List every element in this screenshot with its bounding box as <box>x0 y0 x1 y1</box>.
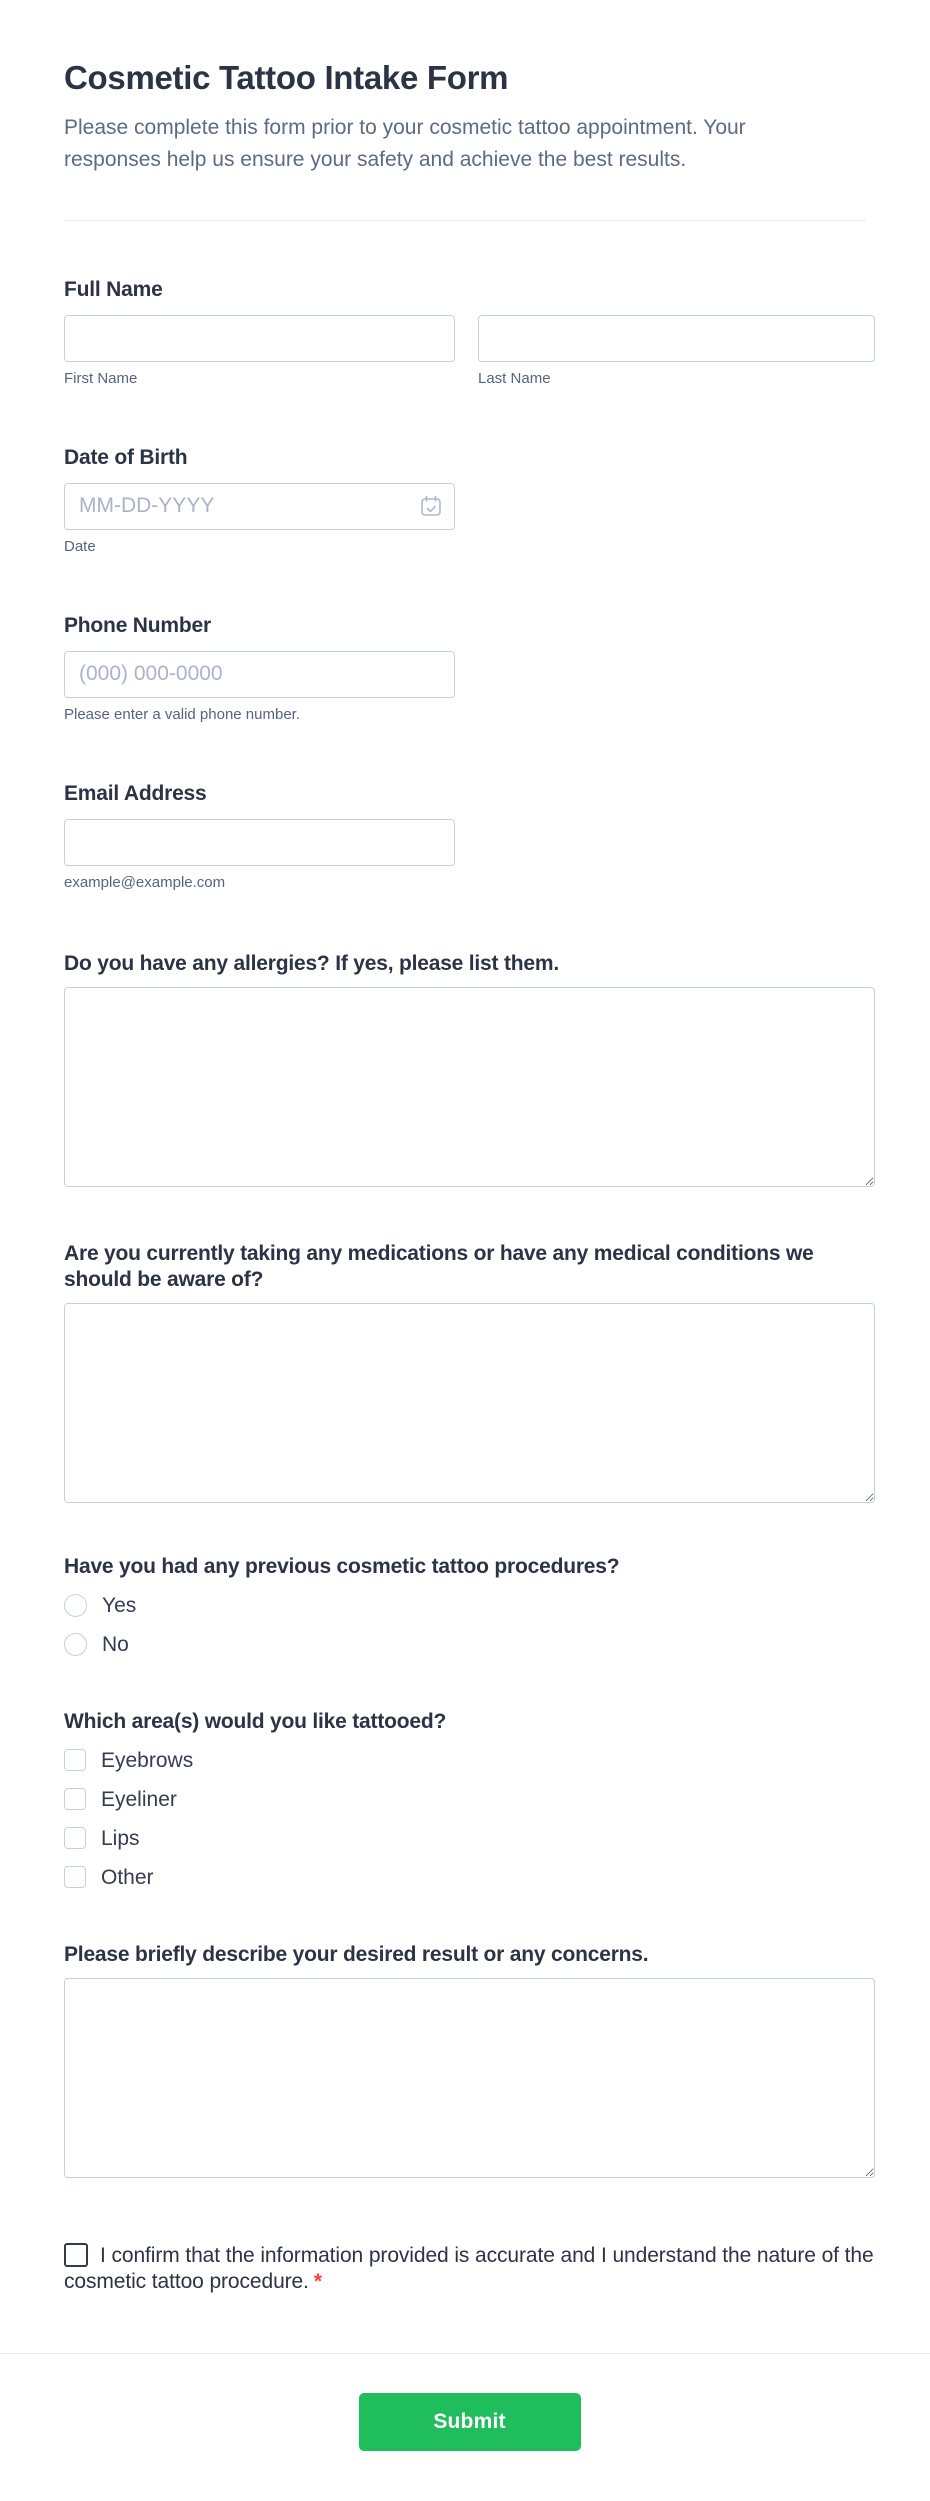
field-full-name <box>64 277 875 388</box>
field-phone <box>64 613 875 724</box>
confirmation-option[interactable] <box>64 2243 875 2295</box>
radio-yes-label: Yes <box>102 1593 137 1617</box>
previous-procedures-options <box>64 1594 875 1656</box>
footer-divider <box>0 2353 930 2354</box>
field-medications <box>64 1241 875 1503</box>
email-sublabel: example@example.com <box>64 873 226 891</box>
submit-row <box>64 2393 875 2501</box>
form-subtitle: Please complete this form prior to your cosmetic tattoo appointment. Your responses help us ensure your safety and achieve the best results. <box>64 115 746 171</box>
areas-options <box>64 1749 875 1889</box>
checkbox-lips[interactable] <box>64 1827 86 1849</box>
checkbox-eyebrows-label: Eyebrows <box>101 1748 194 1772</box>
medications-textarea[interactable] <box>64 1303 875 1503</box>
checkbox-option-eyebrows[interactable] <box>64 1749 193 1772</box>
checkbox-eyeliner-label: Eyeliner <box>101 1787 177 1811</box>
form-header <box>0 0 930 221</box>
checkbox-other-label: Other <box>101 1865 154 1889</box>
email-input[interactable] <box>64 819 455 866</box>
desired-result-label: Please briefly describe your desired result or any concerns. <box>64 1942 649 1966</box>
field-date-of-birth <box>64 445 875 556</box>
full-name-inputs-row <box>64 315 875 388</box>
field-previous-procedures <box>64 1554 875 1656</box>
last-name-col <box>478 315 875 388</box>
checkbox-lips-label: Lips <box>101 1826 140 1850</box>
medications-label: Are you currently taking any medications or have any medical conditions we should be aware of? <box>64 1241 814 1291</box>
radio-yes[interactable] <box>64 1594 87 1617</box>
phone-input[interactable] <box>64 651 455 698</box>
confirmation-checkbox[interactable] <box>64 2243 88 2267</box>
field-allergies <box>64 951 875 1187</box>
submit-button[interactable]: Submit <box>359 2393 581 2451</box>
form-body <box>0 277 930 2501</box>
checkbox-option-eyeliner[interactable] <box>64 1788 177 1811</box>
desired-result-textarea[interactable] <box>64 1978 875 2178</box>
previous-procedures-label: Have you had any previous cosmetic tattoo procedures? <box>64 1554 620 1578</box>
checkbox-option-other[interactable] <box>64 1866 154 1889</box>
field-areas <box>64 1709 875 1889</box>
dob-label: Date of Birth <box>64 445 188 469</box>
dob-input[interactable] <box>64 483 455 530</box>
header-divider <box>64 220 866 221</box>
phone-label: Phone Number <box>64 613 211 637</box>
checkbox-option-lips[interactable] <box>64 1827 140 1850</box>
email-label: Email Address <box>64 781 207 805</box>
field-confirmation <box>64 2243 875 2295</box>
last-name-sublabel: Last Name <box>478 369 551 387</box>
first-name-col <box>64 315 455 388</box>
page-title: Cosmetic Tattoo Intake Form <box>64 59 509 96</box>
first-name-sublabel: First Name <box>64 369 138 387</box>
radio-no[interactable] <box>64 1633 87 1656</box>
confirmation-text: I confirm that the information provided is accurate and I understand the nature of the cosmetic tattoo procedure. <box>64 2243 874 2293</box>
field-email <box>64 781 875 892</box>
last-name-input[interactable] <box>478 315 875 362</box>
radio-option-no[interactable] <box>64 1633 129 1656</box>
phone-sublabel: Please enter a valid phone number. <box>64 705 300 723</box>
radio-option-yes[interactable] <box>64 1594 136 1617</box>
first-name-input[interactable] <box>64 315 455 362</box>
allergies-textarea[interactable] <box>64 987 875 1187</box>
dob-sublabel: Date <box>64 537 96 555</box>
dob-input-wrap <box>64 483 455 530</box>
checkbox-other[interactable] <box>64 1866 86 1888</box>
required-asterisk: * <box>313 2269 322 2293</box>
calendar-icon[interactable] <box>420 495 442 517</box>
field-desired-result <box>64 1942 875 2178</box>
allergies-label: Do you have any allergies? If yes, please list them. <box>64 951 559 975</box>
checkbox-eyeliner[interactable] <box>64 1788 86 1810</box>
checkbox-eyebrows[interactable] <box>64 1749 86 1771</box>
full-name-label: Full Name <box>64 277 163 301</box>
areas-label: Which area(s) would you like tattooed? <box>64 1709 447 1733</box>
radio-no-label: No <box>102 1632 129 1656</box>
